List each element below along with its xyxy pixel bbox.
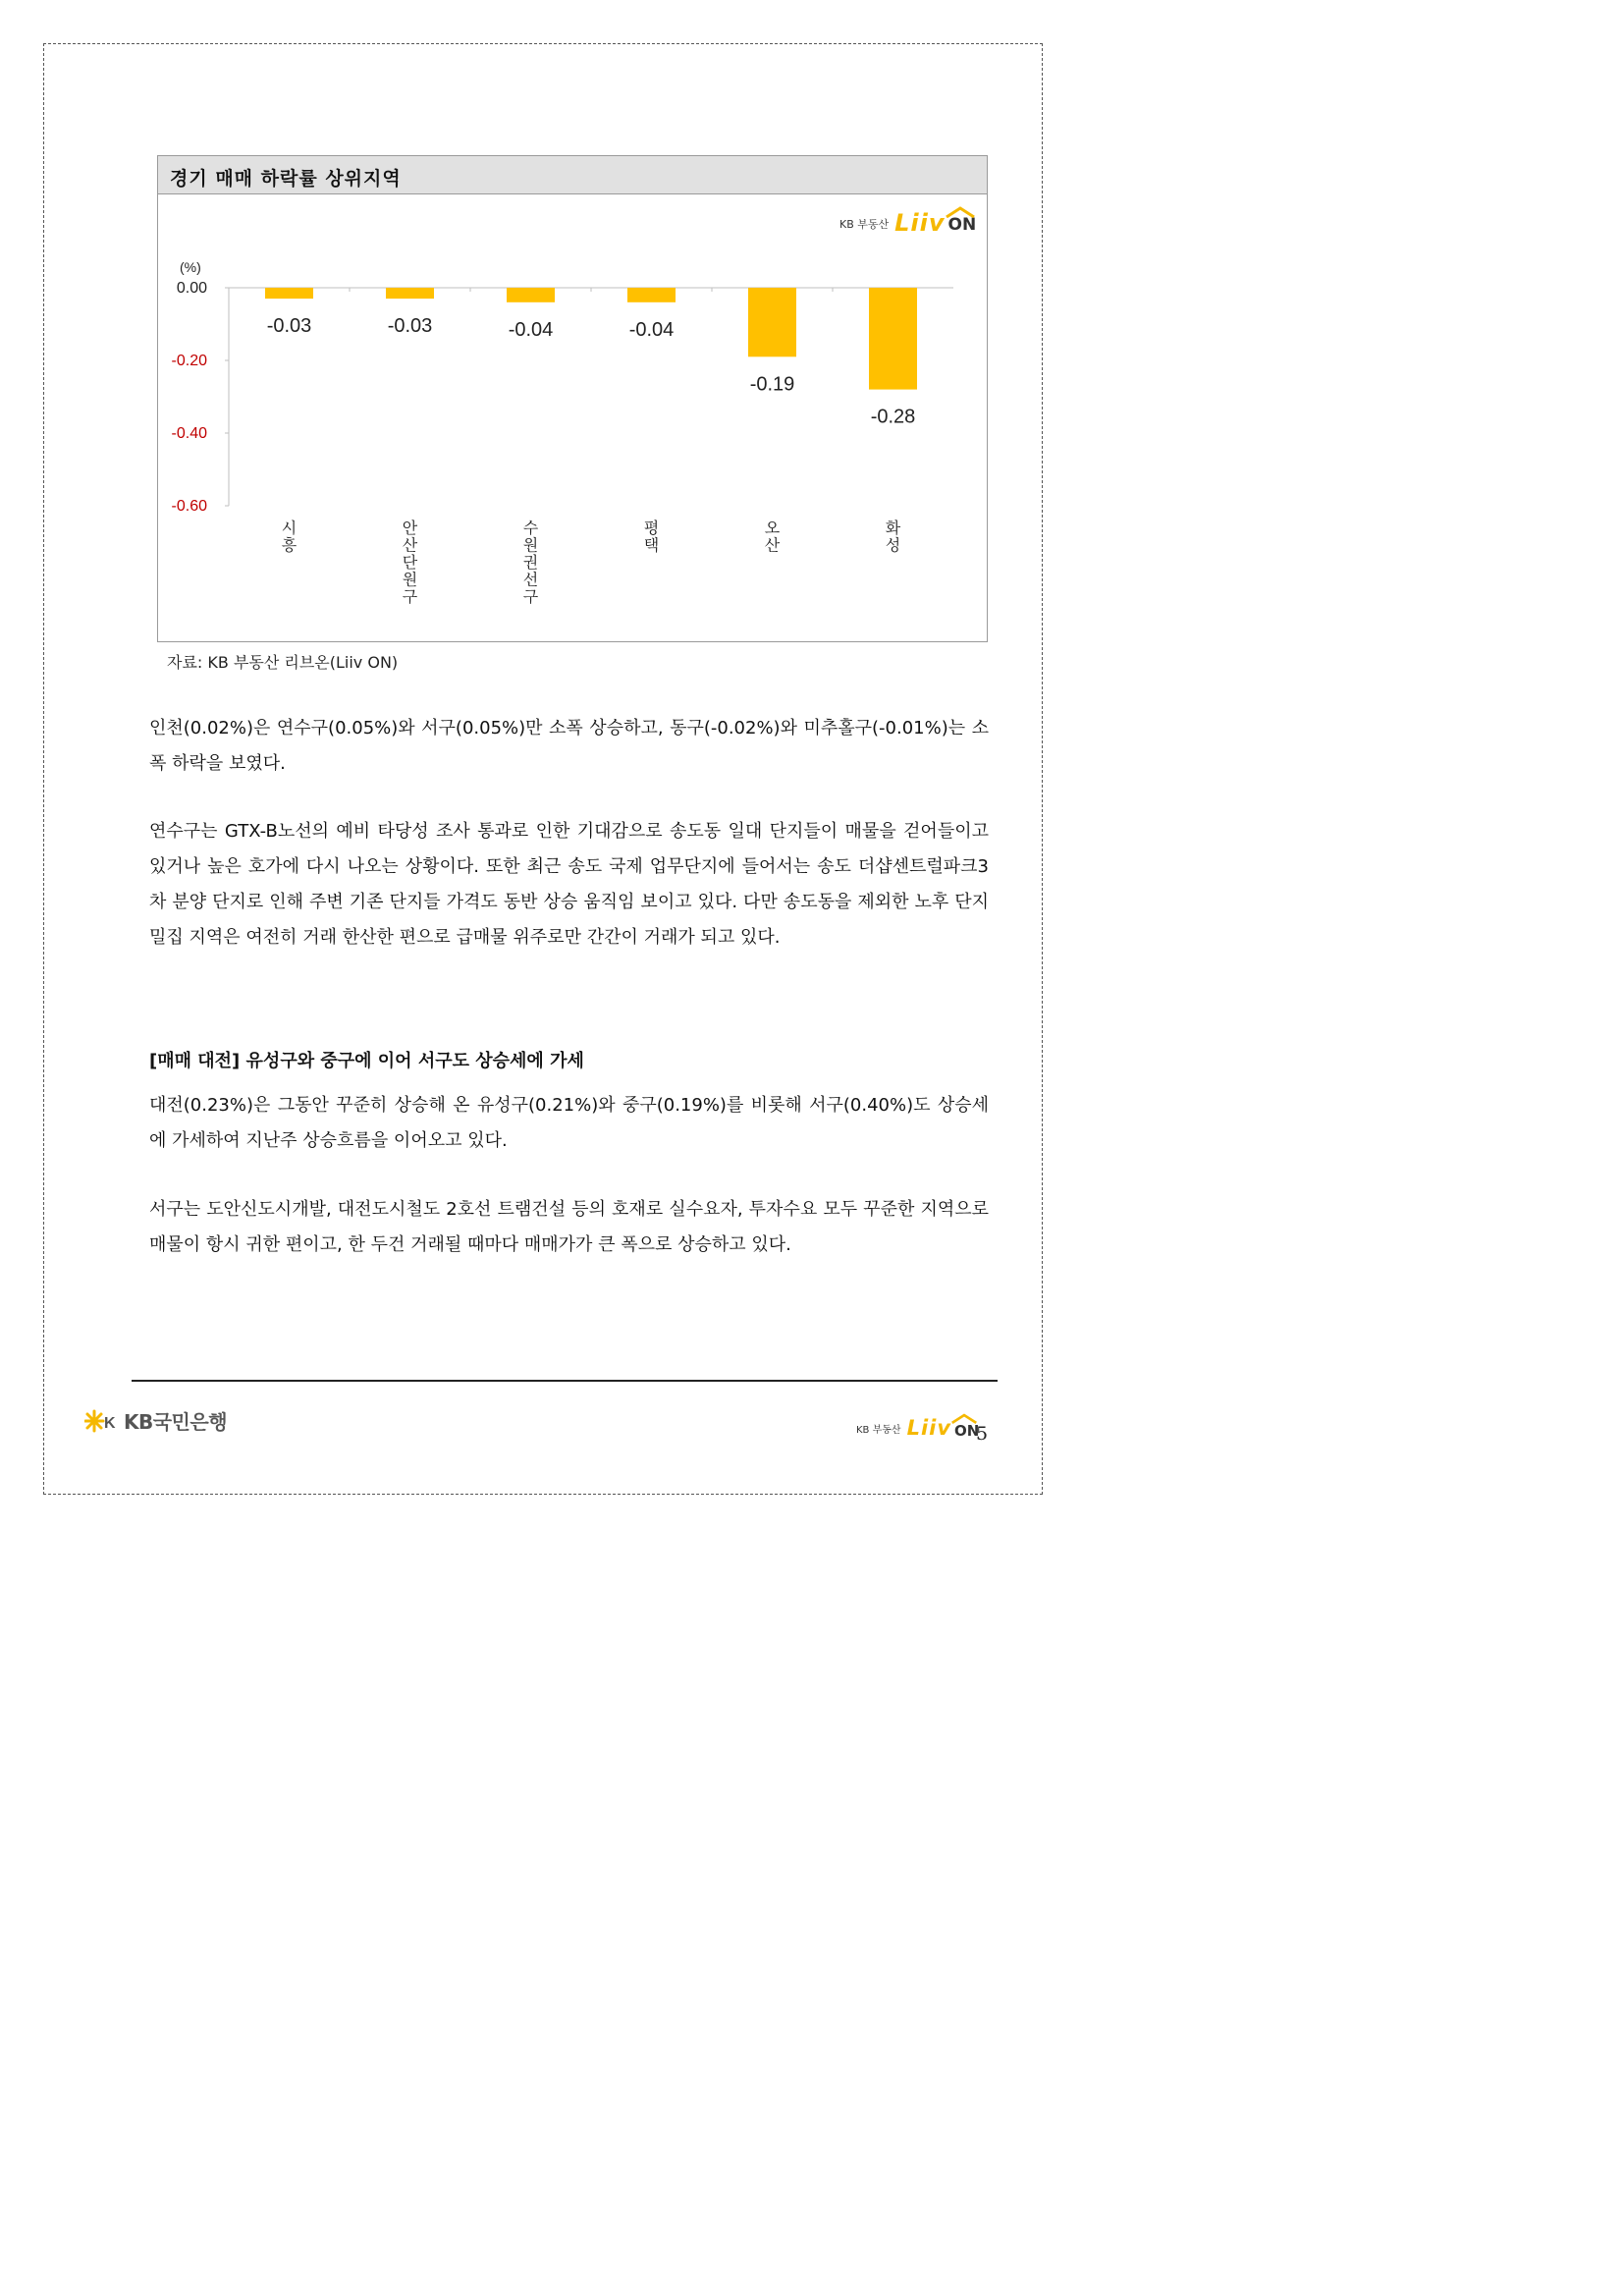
paragraph-seogu: 서구는 도안신도시개발, 대전도시철도 2호선 트램건설 등의 호재로 실수요자, 투자수요 모두 꾸준한 지역으로 매물이 항시 귀한 편이고, 한 두건 거래될 때마다 매매가가 큰 폭으로 상승하고 있다.: [149, 1199, 989, 1255]
bar: [627, 288, 676, 302]
chart-container: [157, 155, 988, 642]
kb-star-icon: [84, 1408, 120, 1434]
section-heading-daejeon: [매매 대전] 유성구와 중구에 이어 서구도 상승세에 가세: [149, 1051, 584, 1071]
kb-bank-name: KB국민은행: [124, 1410, 228, 1434]
chart-title: 경기 매매 하락률 상위지역: [170, 168, 402, 190]
footer-logo-liiv-text: Liiv: [906, 1416, 952, 1440]
bar-chart: [158, 193, 989, 641]
category-label: 안 산 단 원 구: [402, 519, 418, 606]
data-label: -0.03: [266, 315, 312, 338]
footer-divider: [132, 1380, 998, 1382]
category-label: 시 흥: [281, 519, 298, 555]
y-tick-label: 0.00: [176, 280, 207, 297]
data-label: -0.04: [628, 318, 675, 341]
chart-logo-liiv-text: Liiv: [894, 209, 946, 237]
data-label: -0.04: [508, 318, 554, 341]
y-axis-unit-label: (%): [180, 259, 201, 275]
y-tick-label: -0.20: [171, 353, 207, 369]
footer-logo-kb-text: KB 부동산: [856, 1425, 901, 1436]
bar: [748, 288, 796, 356]
data-label: -0.28: [870, 406, 916, 428]
kb-bank-logo: [84, 1406, 227, 1435]
category-label: 평 택: [643, 519, 660, 555]
y-tick-label: -0.60: [171, 498, 207, 515]
bar: [869, 288, 917, 390]
chart-logo-kb-text: KB 부동산: [839, 218, 890, 231]
roof-icon: [950, 1413, 978, 1424]
chart-title-bar: [158, 156, 987, 194]
footer-logo-on-text: ON: [954, 1421, 980, 1440]
svg-text:K: K: [104, 1414, 116, 1432]
chart-source: 자료: KB 부동산 리브온(Liiv ON): [167, 653, 399, 672]
category-label: 오 산: [764, 519, 781, 555]
category-label: 화 성: [885, 519, 901, 555]
data-label: -0.19: [749, 373, 795, 396]
paragraph-daejeon: 대전(0.23%)은 그동안 꾸준히 상승해 온 유성구(0.21%)와 중구(0.19%)를 비롯해 서구(0.40%)도 상승세에 가세하여 지난주 상승흐름을 이어오고 있다.: [149, 1095, 989, 1151]
paragraph-yeonsu: 연수구는 GTX-B노선의 예비 타당성 조사 통과로 인한 기대감으로 송도동 일대 단지들이 매물을 걷어들이고 있거나 높은 호가에 다시 나오는 상황이다. 또한 최근 송도 국제 업무단지에 들어서는 송도 더샵센트럴파크3차 분양 단지로 인해 주변 기존 단지들 가격도 동반 상승 움직임 보이고 있다. 다만 송도동을 제외한 노후 단지 밀집 지역은 여전히 거래 한산한 편으로 급매물 위주로만 간간이 거래가 되고 있다.: [149, 821, 989, 948]
chart-logo-on-text: ON: [947, 215, 977, 236]
footer-liiv-logo: [856, 1418, 979, 1439]
data-label: -0.03: [387, 315, 433, 338]
chart-layer: [172, 259, 953, 606]
paragraph-incheon: 인천(0.02%)은 연수구(0.05%)와 서구(0.05%)만 소폭 상승하고, 동구(-0.02%)와 미추홀구(-0.01%)는 소폭 하락을 보였다.: [149, 718, 989, 774]
y-tick-label: -0.40: [171, 425, 207, 442]
category-label: 수 원 권 선 구: [522, 519, 539, 606]
bar: [265, 288, 313, 299]
bar: [386, 288, 434, 299]
page-number: 5: [976, 1423, 989, 1445]
bar: [507, 288, 555, 302]
